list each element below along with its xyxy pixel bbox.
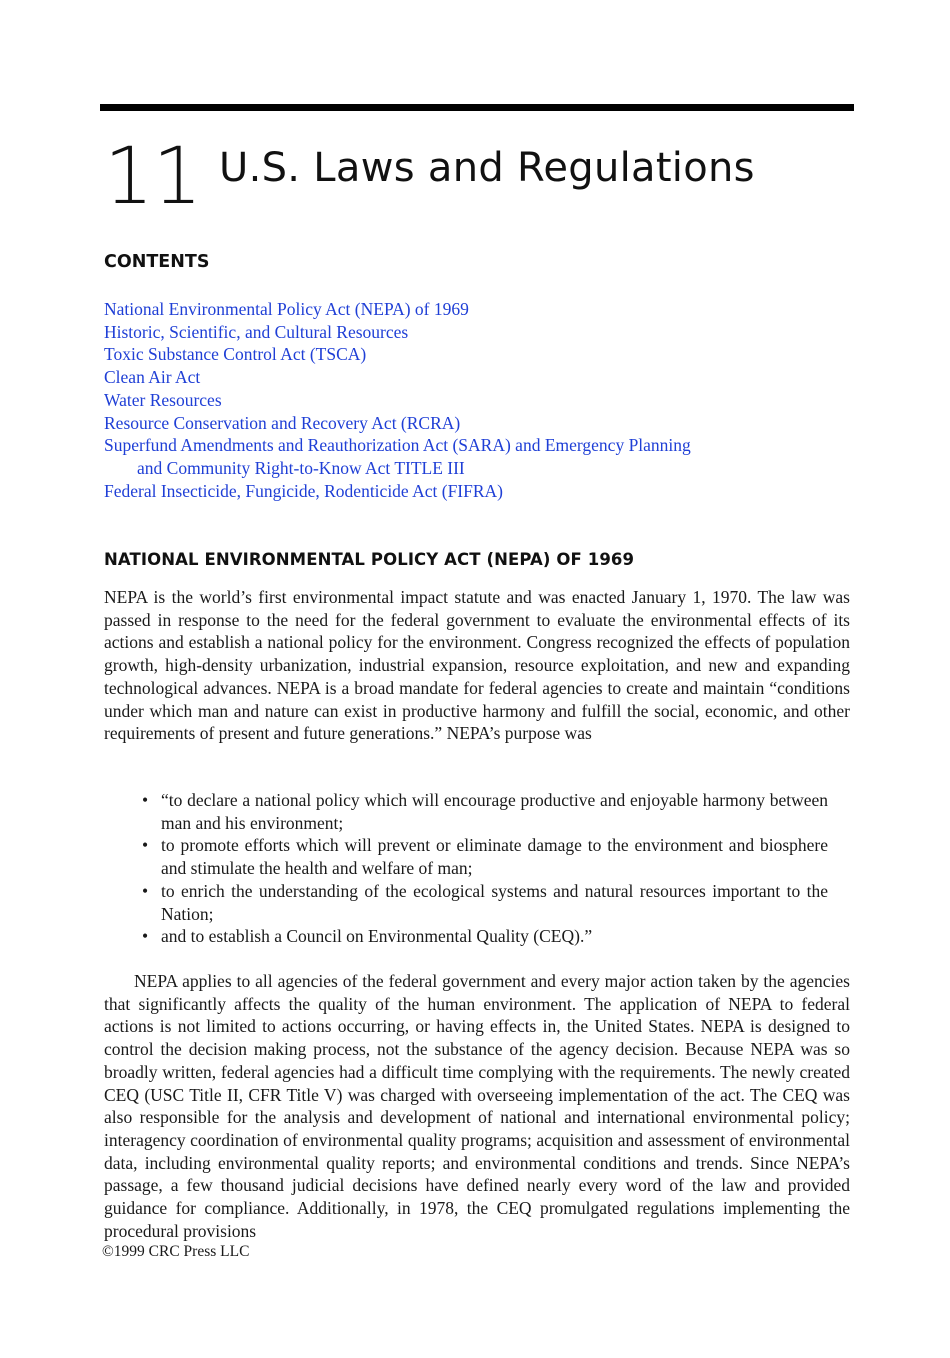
chapter-title: U.S. Laws and Regulations [219, 145, 755, 191]
list-item: • to enrich the understanding of the ecological systems and natural resources important to the Nation; [142, 880, 828, 924]
bullet-icon: • [142, 880, 149, 901]
list-item: • to promote efforts which will prevent or eliminate damage to the environment and biosphere and stimulate the health and welfare of man; [142, 835, 828, 879]
chapter-number: 11 [104, 132, 202, 222]
toc-item-fifra[interactable]: Federal Insecticide, Fungicide, Rodenticide Act (FIFRA) [104, 480, 504, 501]
nepa-paragraph-1: NEPA is the world’s first environmental impact statute and was enacted January 1, 1970. The law was passed in response to the need for the federal government to evaluate the environmental effects of its actions and establish a national policy for the environment. Congress recognized the effects of population growth, high-density urbanization, industrial expansion, resource exploitation, and new and expanding technological advances. NEPA is a broad mandate for federal agencies to create and maintain “conditions under which man and nature can exist in productive harmony and fulfill the social, economic, and other requirements of present and future generations.” NEPA’s purpose was [104, 587, 850, 744]
section-heading-nepa: NATIONAL ENVIRONMENTAL POLICY ACT (NEPA) OF 1969 [104, 550, 635, 569]
nepa-paragraph-2: NEPA applies to all agencies of the federal government and every major action taken by the agencies that significantly affects the quality of the human environment. The application of NEPA to federal actions is not limited to actions occurring, or having effects in, the United States. NEPA is designed to control the decision making process, not the substance of the agency decision. Because NEPA was so broadly written, federal agencies had a difficult time complying with the requirements. The newly created CEQ (USC Title II, CFR Title V) was charged with overseeing implementation of the act. The CEQ was also responsible for the analysis and development of national and international environmental policy; interagency coordination of environmental quality programs; acquisition and assessment of environmental data, including environmental quality reports; and environmental conditions and trends. Since NEPA’s passage, a few thousand judicial decisions have defined nearly every word of the law and provided guidance for compliance. Additionally, in 1978, the CEQ promulgated regulations implementing the procedural provisions [104, 971, 850, 1241]
table-of-contents [104, 298, 844, 502]
copyright-footer: ©1999 CRC Press LLC [102, 1243, 250, 1260]
toc-item-water-resources[interactable]: Water Resources [104, 389, 222, 410]
toc-item-rcra[interactable]: Resource Conservation and Recovery Act (RCRA) [104, 412, 461, 433]
bullet-icon: • [142, 926, 149, 947]
bullet-icon: • [142, 790, 149, 810]
contents-heading: CONTENTS [104, 252, 210, 272]
list-item: • “to declare a national policy which will encourage productive and enjoyable harmony between man and his environment; [142, 790, 828, 833]
bullet-icon: • [142, 835, 149, 856]
chapter-top-rule [100, 104, 854, 111]
toc-item-historic-resources[interactable]: Historic, Scientific, and Cultural Resources [104, 321, 409, 342]
toc-item-sara-continuation[interactable]: and Community Right-to-Know Act TITLE III [137, 457, 465, 478]
toc-item-sara[interactable]: Superfund Amendments and Reauthorization Act (SARA) and Emergency Planning and Community Right-to-Know Act TITLE III [104, 434, 844, 479]
nepa-purpose-list [142, 789, 828, 948]
toc-item-tsca[interactable]: Toxic Substance Control Act (TSCA) [104, 344, 367, 365]
toc-item-clean-air-act[interactable]: Clean Air Act [104, 367, 201, 388]
toc-item-nepa[interactable]: National Environmental Policy Act (NEPA) of 1969 [104, 299, 469, 319]
list-item: • and to establish a Council on Environmental Quality (CEQ).” [142, 926, 593, 947]
